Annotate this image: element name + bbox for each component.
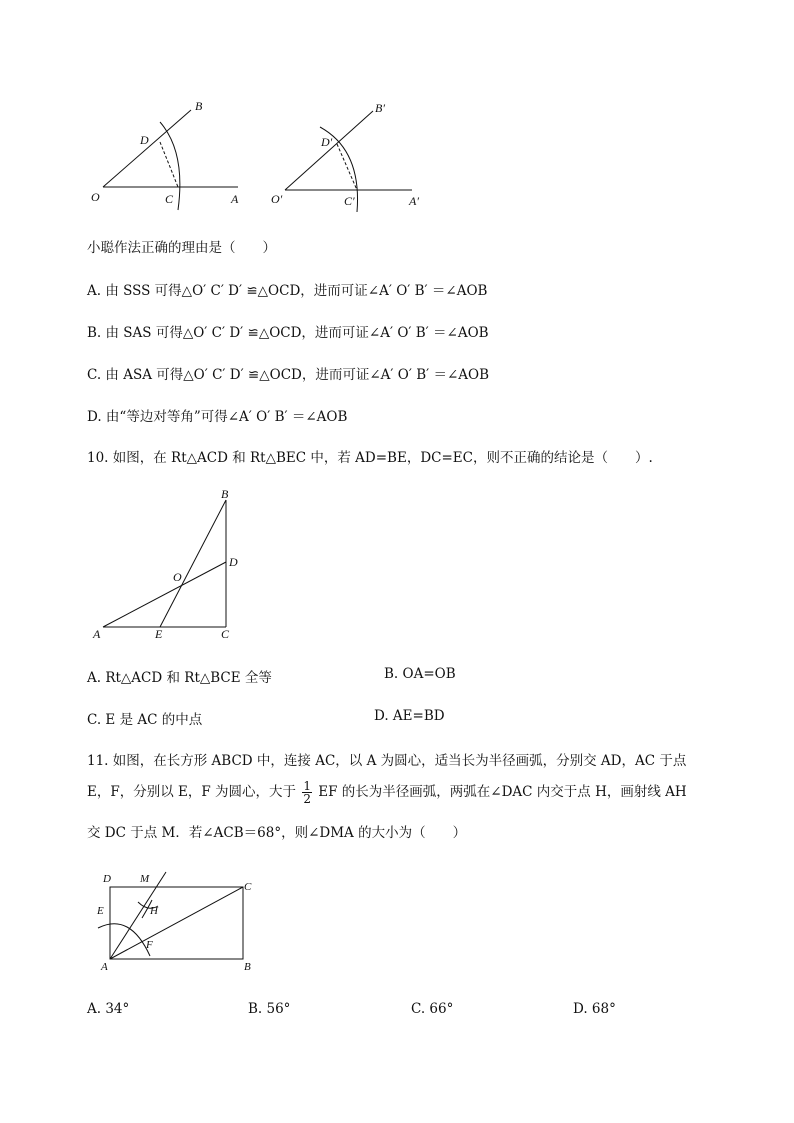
label-A: A bbox=[231, 192, 239, 206]
label-D-prime: D′ bbox=[321, 135, 333, 149]
q11-stem-line3: 交 DC 于点 M．若∠ACB＝68°，则∠DMA 的大小为（ ） bbox=[87, 825, 467, 841]
label-C-prime: C′ bbox=[344, 194, 355, 208]
label-A: A bbox=[101, 961, 108, 973]
q9-reason-prompt: 小聪作法正确的理由是（ ） bbox=[87, 240, 276, 256]
label-C: C bbox=[165, 192, 174, 206]
label-E: E bbox=[155, 627, 163, 641]
fraction-denominator: 2 bbox=[303, 792, 311, 806]
label-C: C bbox=[244, 881, 252, 893]
q10-option-c: C. E 是 AC 的中点 bbox=[87, 712, 203, 728]
q9-option-c: C. 由 ASA 可得△O′ C′ D′ ≌△OCD，进而可证∠A′ O′ B′ ＝∠AOB bbox=[87, 367, 490, 383]
q11-stem-line1: 11. 如图，在长方形 ABCD 中，连接 AC，以 A 为圆心，适当长为半径画弧，分别交 AD，AC 于点 bbox=[87, 753, 687, 769]
q9-option-b: B. 由 SAS 可得△O′ C′ D′ ≌△OCD，进而可证∠A′ O′ B′ ＝∠AOB bbox=[87, 325, 489, 341]
q11-option-d: D. 68° bbox=[573, 1001, 616, 1017]
label-O: O bbox=[91, 190, 100, 204]
label-O-prime: O′ bbox=[271, 192, 283, 206]
q10-option-b: B. OA=OB bbox=[384, 666, 456, 682]
q11-line2-post: EF 的长为半径画弧，两弧在∠DAC 内交于点 H，画射线 AH bbox=[318, 784, 687, 800]
q11-line2-pre: E，F，分别以 E，F 为圆心，大于 bbox=[87, 784, 297, 800]
label-D: D bbox=[103, 873, 111, 885]
label-B: B bbox=[221, 487, 229, 501]
label-D: D bbox=[229, 555, 238, 569]
fraction-numerator: 1 bbox=[303, 779, 311, 793]
label-B: B bbox=[244, 961, 251, 973]
q9-option-d: D. 由“等边对等角”可得∠A′ O′ B′ ＝∠AOB bbox=[87, 409, 348, 425]
q11-option-b: B. 56° bbox=[248, 1001, 291, 1017]
label-B-prime: B′ bbox=[375, 101, 385, 115]
q10-option-d: D. AE=BD bbox=[374, 708, 445, 724]
q9-option-a: A. 由 SSS 可得△O′ C′ D′ ≌△OCD，进而可证∠A′ O′ B′ ＝∠AOB bbox=[87, 283, 488, 299]
label-E: E bbox=[97, 905, 104, 917]
q10-triangle-figure bbox=[0, 480, 794, 650]
q11-rectangle-figure bbox=[0, 860, 794, 990]
label-A-prime: A′ bbox=[409, 194, 419, 208]
q11-option-a: A. 34° bbox=[87, 1001, 130, 1017]
label-D: D bbox=[140, 133, 149, 147]
label-B: B bbox=[195, 99, 203, 113]
label-C: C bbox=[221, 627, 230, 641]
q11-option-c: C. 66° bbox=[411, 1001, 454, 1017]
q10-stem: 10. 如图，在 Rt△ACD 和 Rt△BEC 中，若 AD=BE，DC=EC，则不正确的结论是（ ）. bbox=[87, 450, 653, 466]
label-O: O bbox=[173, 570, 182, 584]
label-A: A bbox=[93, 627, 101, 641]
fraction-one-half bbox=[302, 780, 312, 805]
label-M: M bbox=[140, 873, 150, 885]
label-F: F bbox=[146, 939, 153, 951]
label-H: H bbox=[150, 905, 158, 917]
q11-stem-line2 bbox=[87, 780, 687, 805]
angle-construction-figure bbox=[0, 0, 794, 220]
q10-option-a: A. Rt△ACD 和 Rt△BCE 全等 bbox=[87, 670, 272, 686]
